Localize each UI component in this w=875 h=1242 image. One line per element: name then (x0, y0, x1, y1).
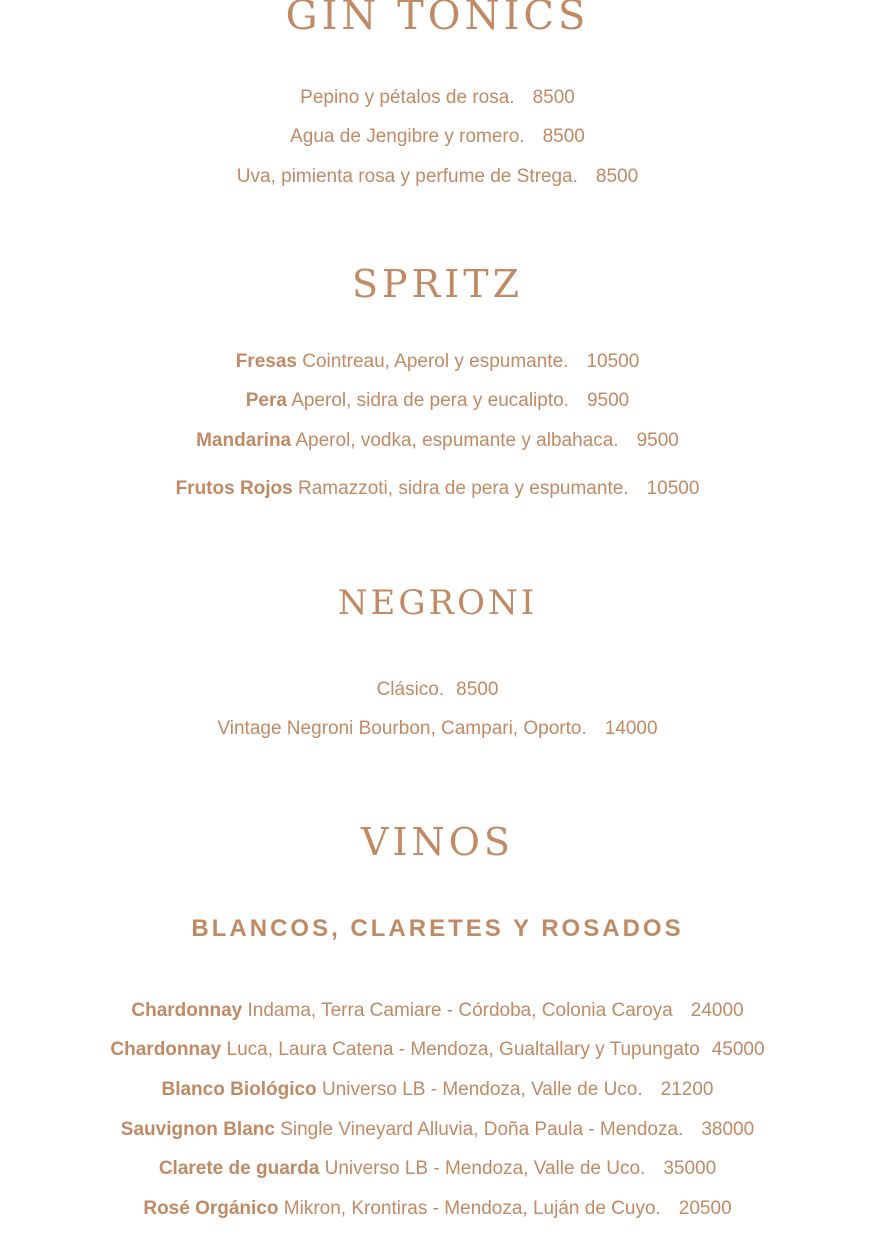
item-price: 10500 (586, 351, 640, 372)
menu-item (0, 1157, 875, 1181)
item-description: Universo LB - Mendoza, Valle de Uco. (321, 1079, 643, 1100)
item-price: 24000 (690, 1000, 744, 1021)
menu-item (0, 1078, 875, 1102)
menu-item (0, 1118, 875, 1142)
item-description: Single Vineyard Alluvia, Doña Paula - Mendoza. (280, 1119, 684, 1140)
menu-item (0, 717, 875, 741)
item-price: 8500 (595, 166, 639, 187)
item-price: 38000 (701, 1119, 755, 1140)
section-title-negroni: NEGRONI (337, 583, 538, 623)
item-description: Cointreau, Aperol y espumante. (302, 351, 569, 372)
item-price: 9500 (586, 390, 630, 411)
item-description: Luca, Laura Catena - Mendoza, Gualtallary y Tupungato (226, 1039, 700, 1060)
item-name: Mandarina (196, 430, 292, 451)
item-price: 8500 (542, 126, 585, 147)
item-price: 45000 (711, 1039, 765, 1060)
item-name: Sauvignon Blanc (120, 1119, 275, 1140)
item-price: 21200 (660, 1079, 714, 1100)
item-description: Aperol, sidra de pera y eucalipto. (291, 390, 569, 411)
section-title-gin-tonics: GIN TONICS (285, 0, 590, 39)
item-description: Aperol, vodka, espumante y albahaca. (295, 430, 619, 451)
section-subtitle-blancos: BLANCOS, CLARETES Y ROSADOS (191, 915, 684, 942)
item-price: 10500 (646, 478, 700, 499)
item-description: Uva, pimienta rosa y perfume de Strega. (236, 166, 578, 187)
item-name: Rosé Orgánico (143, 1198, 279, 1219)
menu-item (0, 389, 875, 413)
menu-item (0, 1038, 875, 1062)
item-description: Ramazzoti, sidra de pera y espumante. (298, 478, 629, 499)
item-price: 9500 (636, 430, 679, 451)
section-title-vinos: VINOS (361, 820, 514, 864)
item-price: 8500 (532, 87, 575, 108)
item-description: Agua de Jengibre y romero. (290, 126, 525, 147)
item-name: Pera (245, 390, 287, 411)
item-price: 35000 (663, 1158, 717, 1179)
item-description: Mikron, Krontiras - Mendoza, Luján de Cuyo. (283, 1198, 661, 1219)
item-description: Pepino y pétalos de rosa. (300, 87, 515, 108)
item-description: Clásico. (376, 679, 445, 700)
item-price: 20500 (678, 1198, 732, 1219)
menu-item (0, 999, 875, 1023)
menu-item (0, 350, 875, 374)
item-price: 14000 (604, 718, 658, 739)
item-description: Vintage Negroni Bourbon, Campari, Oporto. (217, 718, 587, 739)
item-name: Blanco Biológico (161, 1079, 317, 1100)
menu-item (0, 1197, 875, 1221)
section-title-spritz: SPRITZ (352, 262, 523, 306)
item-name: Frutos Rojos (175, 478, 293, 499)
item-description: Universo LB - Mendoza, Valle de Uco. (324, 1158, 646, 1179)
menu-item (0, 165, 875, 189)
item-name: Clarete de guarda (158, 1158, 320, 1179)
menu-item (0, 477, 875, 501)
item-price: 8500 (456, 679, 499, 700)
item-name: Fresas (235, 351, 297, 372)
menu-item (0, 678, 875, 702)
menu-item (0, 125, 875, 149)
menu-item (0, 429, 875, 453)
menu-item (0, 86, 875, 110)
item-name: Chardonnay (110, 1039, 222, 1060)
item-description: Indama, Terra Camiare - Córdoba, Colonia Caroya (247, 1000, 673, 1021)
item-name: Chardonnay (131, 1000, 243, 1021)
